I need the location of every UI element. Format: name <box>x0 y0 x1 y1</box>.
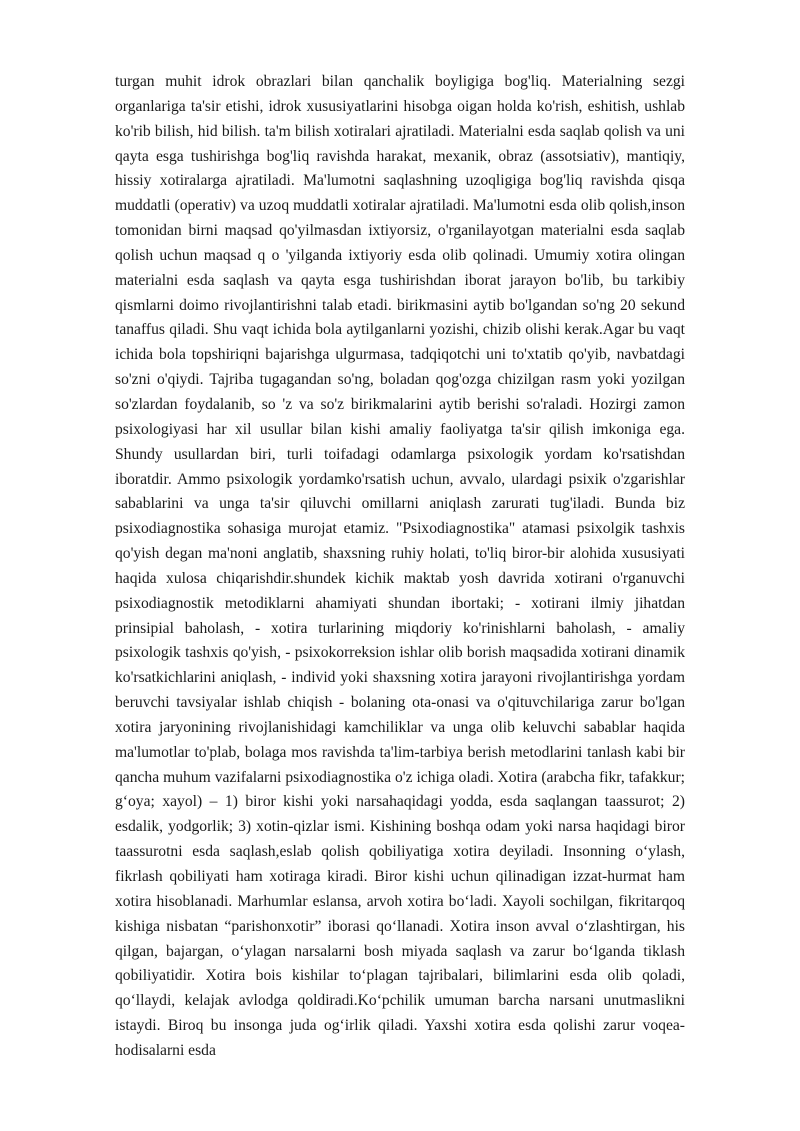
body-paragraph: turgan muhit idrok obrazlari bilan qanchalik boyligiga bog'liq. Materialning sezgi organlariga ta'sir etishi, idrok xususiyatlarini hisobga oigan holda ko'rish, eshitish, ushlab ko'rib bilish, hid bilish. ta'm bilish xotiralari ajratiladi. Materialni esda saqlab qolish va uni qayta esga tushirishga bog'liq ravishda harakat, mexanik, obraz (assotsiativ), mantiqiy, hissiy xotiralarga ajratiladi. Ma'lumotni saqlashning uzoqligiga bog'liq ravishda qisqa muddatli (operativ) va uzoq muddatli xotiralar ajratiladi. Ma'lumotni esda olib qolish,inson tomonidan birni maqsad qo'yilmasdan ixtiyorsiz, o'rganilayotgan materialni esda saqlab qolish uchun maqsad q o 'yilganda ixtiyoriy esda olib qolinadi. Umumiy xotira olingan materialni esda saqlash va qayta esga tushirishdan iborat jarayon bo'lib, bu tarkibiy qismlarni doimo rivojlantirishni talab etadi. birikmasini aytib bo'lgandan so'ng 20 sekund tanaffus qiladi. Shu vaqt ichida bola aytilganlarni yozishi, chizib olishi kerak.Agar bu vaqt ichida bola topshiriqni bajarishga ulgurmasa, tadqiqotchi uni to'xtatib qo'yib, navbatdagi so'zni o'qiydi. Tajriba tugagandan so'ng, boladan qog'ozga chizilgan rasm yoki yozilgan so'zlardan foydalanib, so 'z va so'z birikmalarini aytib berishi so'raladi. Hozirgi zamon psixologiyasi har xil usullar bilan kishi amaliy faoliyatga ta'sir qilish imkoniga ega. Shundy usullardan biri, turli toifadagi odamlarga psixologik yordam ko'rsatishdan iboratdir. Ammo psixologik yordamko'rsatish uchun, avvalo, ulardagi psixik o'zgarishlar sabablarini va unga ta'sir qiluvchi omillarni aniqlash zarurati tug'iladi. Bunda biz psixodiagnostika sohasiga murojat etamiz. "Psixodiagnostika" atamasi psixolgik tashxis qo'yish degan ma'noni anglatib, shaxsning ruhiy holati, to'liq biror-bir alohida xususiyati haqida xulosa chiqarishdir.shundek kichik maktab yosh davrida xotirani o'rganuvchi psixodiagnostik metodiklarni ahamiyati shundan ibortaki; - xotirani ilmiy jihatdan prinsipial baholash, - xotira turlarining miqdoriy ko'rinishlarni baholash, - amaliy psixologik tashxis qo'yish, - psixokorreksion ishlar olib borish maqsadida xotirani dinamik ko'rsatkichlarini aniqlash, - individ yoki shaxsning xotira jarayoni rivojlantirishga yordam beruvchi tavsiyalar ishlab chiqish - bolaning ota-onasi va o'qituvchilariga zarur bo'lgan xotira jaryonining rivojlanishidagi kamchiliklar va unga olib keluvchi sabablar haqida ma'lumotlar to'plab, bolaga mos ravishda ta'lim-tarbiya berish metodlarini tanlash kabi bir qancha muhum vazifalarni psixodiagnostika o'z ichiga oladi. Xotira (arabcha fikr, tafakkur; g‘oya; xayol) – 1) biror kishi yoki narsahaqidagi yodda, esda saqlangan taassurot; 2) esdalik, yodgorlik; 3) xotin-qizlar ismi. Kishining boshqa odam yoki narsa haqidagi biror taassurotni esda saqlash,eslab qolish qobiliyatiga xotira deyiladi. Insonning o‘ylash, fikrlash qobiliyati ham xotiraga kiradi. Biror kishi uchun qilinadigan izzat-hurmat ham xotira hisoblanadi. Marhumlar eslansa, arvoh xotira bo‘ladi. Xayoli sochilgan, fikritarqoq kishiga nisbatan “parishonxotir” iborasi qo‘llanadi. Xotira inson avval o‘zlashtirgan, his qilgan, bajargan, o‘ylagan narsalarni bosh miyada saqlash va zarur bo‘lganda tiklash qobiliyatidir. Xotira bois kishilar to‘plagan tajribalari, bilimlarini esda olib qoladi, qo‘llaydi, kelajak avlodga qoldiradi.Ko‘pchilik umuman barcha narsani unutmaslikni istaydi. Biroq bu insonga juda og‘irlik qiladi. Yaxshi xotira esda qolishi zarur voqea-hodisalarni esda <box>115 73 685 1059</box>
